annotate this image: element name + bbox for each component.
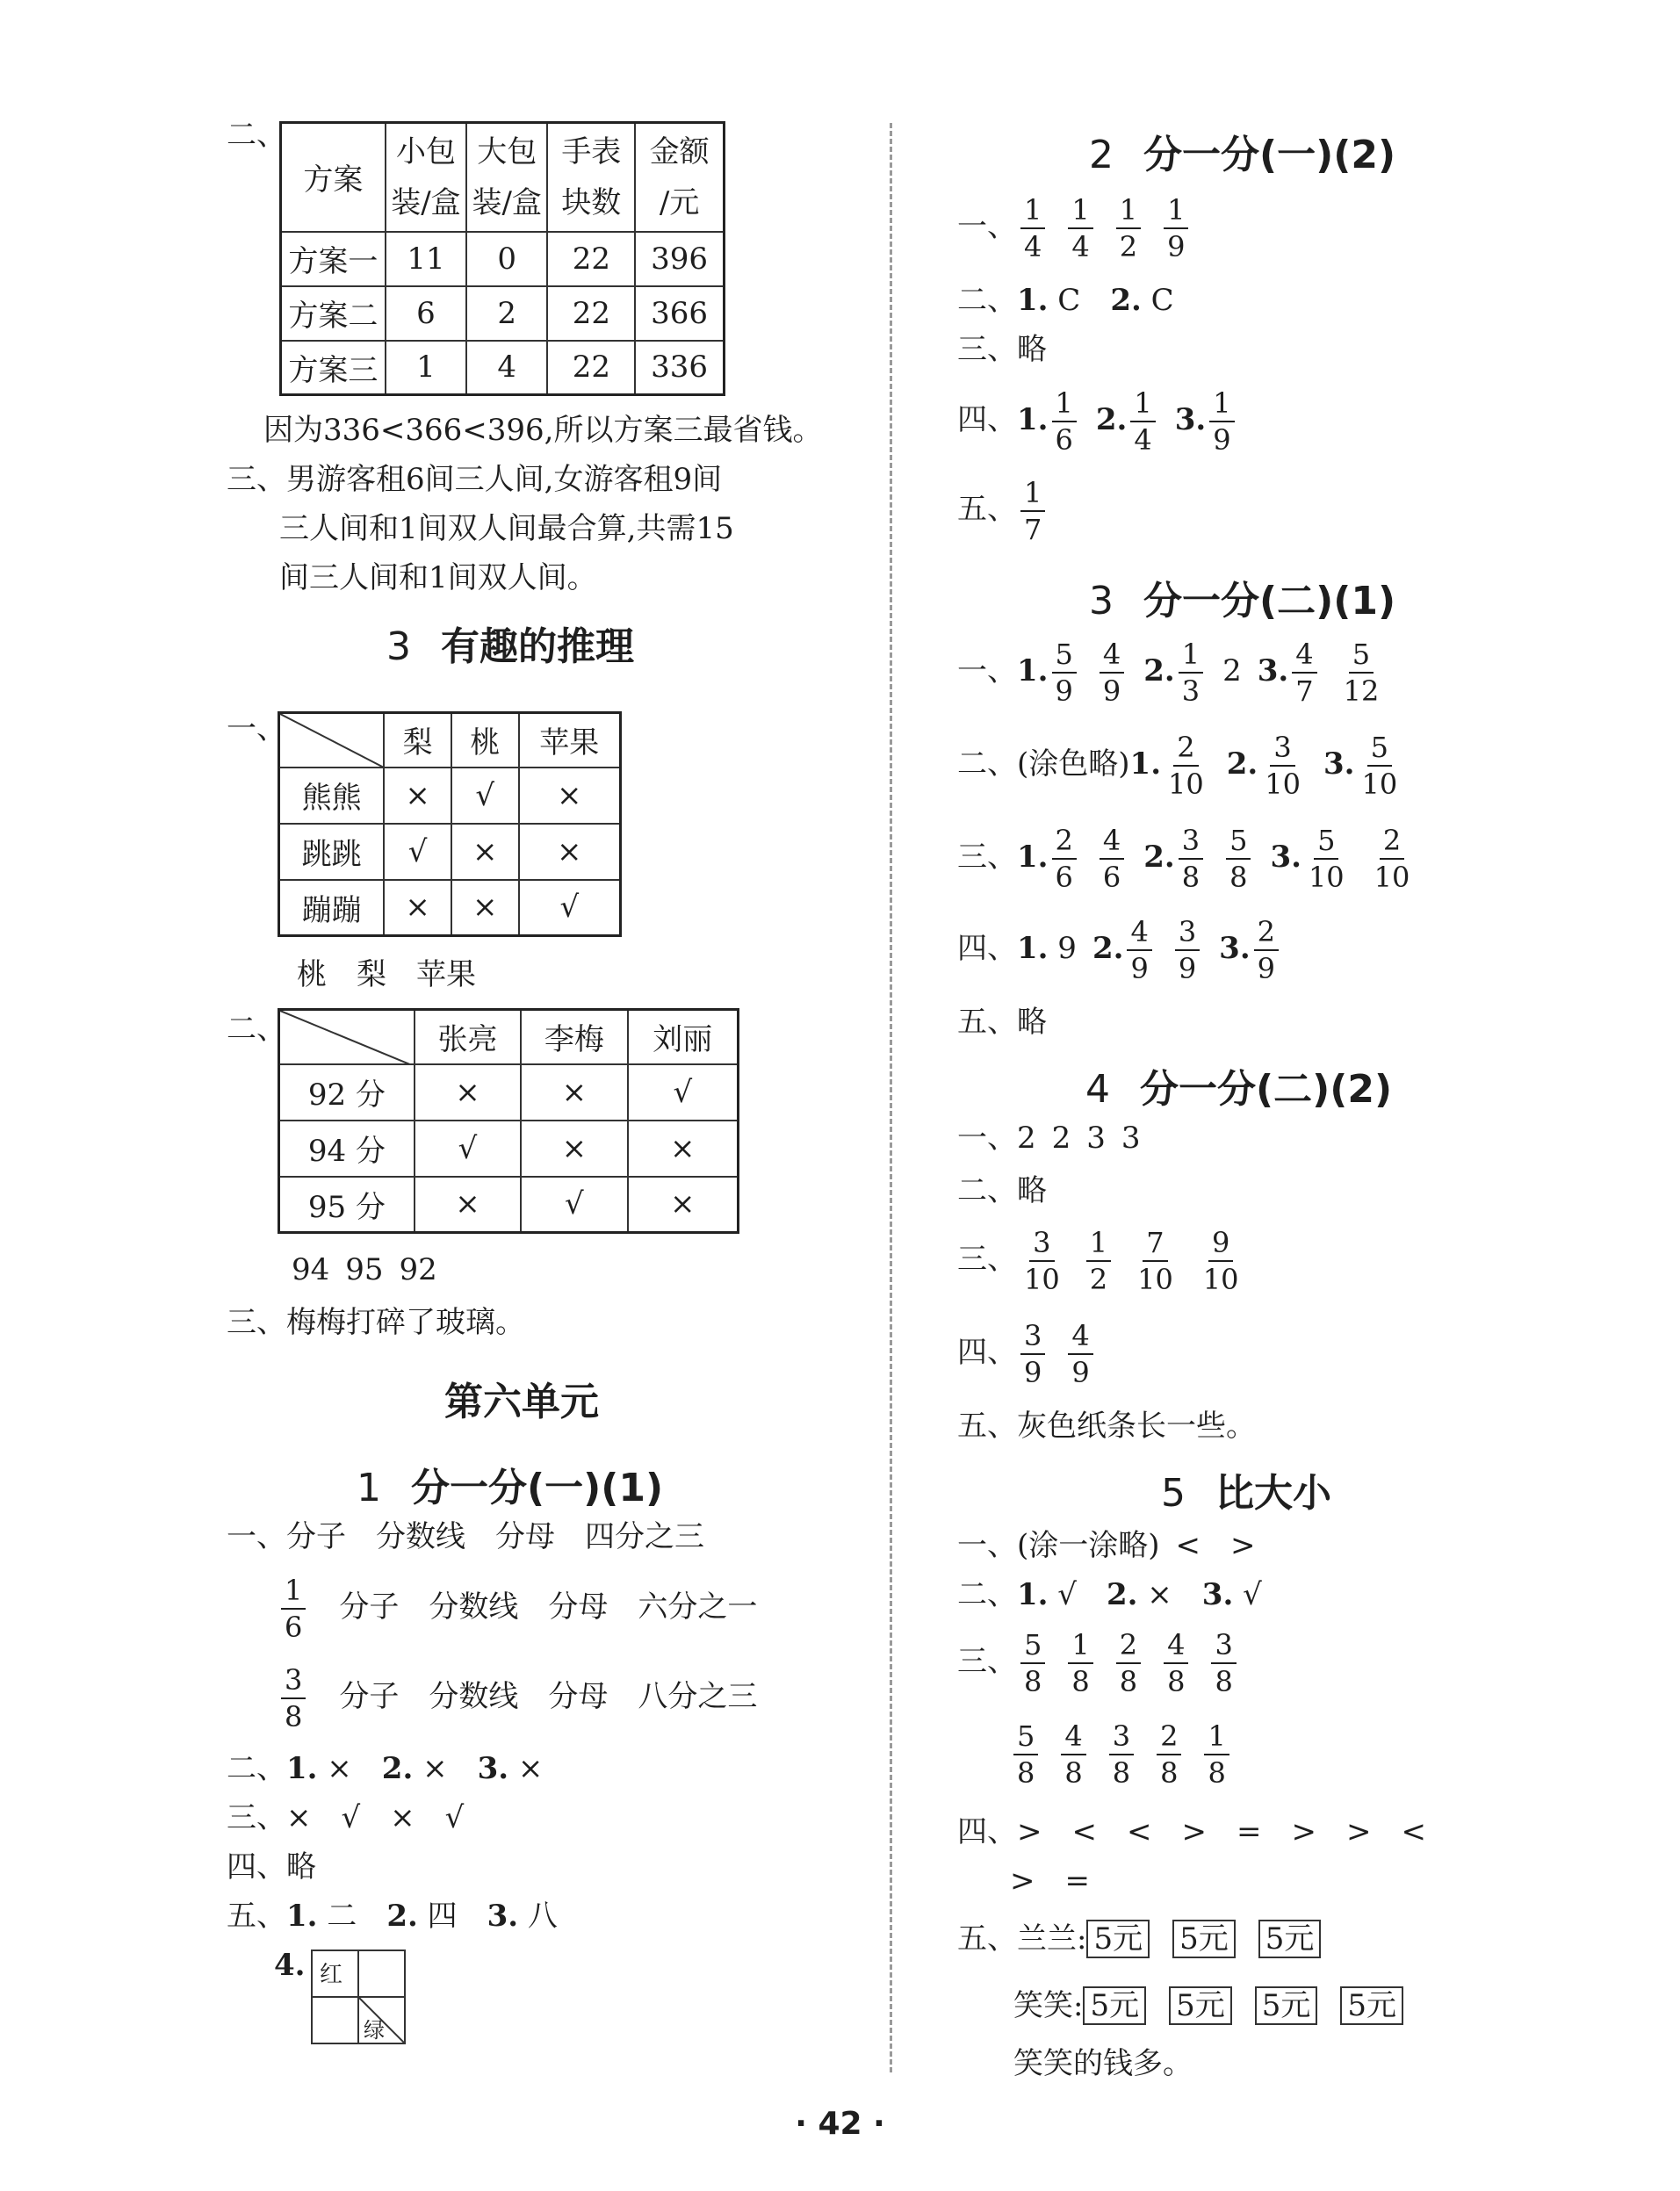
score-cell: ×	[415, 1177, 521, 1233]
s5-q2: 二、1. √ 2. × 3. √	[957, 1577, 1262, 1612]
fraction: $\frac{5}{10}$	[1361, 731, 1398, 801]
s3-q4: 四、1. 9 2. $\frac{4}{9}$ $\frac{3}{9}$ 3. $\frac{2}{9}$	[957, 913, 1282, 984]
q3-line1: 三、男游客租6间三人间,女游客租9间	[227, 462, 723, 497]
s1-q3: 三、× √ × √	[227, 1800, 465, 1835]
fraction: $\frac{3}{10}$	[1265, 731, 1301, 801]
fruit-cell: √	[451, 768, 519, 824]
s5-q3-row1: 三、 $\frac{5}{8}$ $\frac{1}{8}$ $\frac{2}{8}$ $\frac{4}{8}$ $\frac{3}{8}$	[957, 1626, 1240, 1697]
table-row	[279, 880, 621, 936]
diagonal-header-cell	[279, 713, 385, 768]
table-row	[281, 341, 725, 395]
q3b-answer: 三、梅梅打碎了玻璃。	[227, 1305, 525, 1340]
score-cell: 95 分	[279, 1177, 415, 1233]
score-cell: ×	[628, 1121, 739, 1177]
fraction: $\frac{3}{8}$	[1211, 1631, 1236, 1696]
fraction: $\frac{3}{8}$	[281, 1666, 306, 1731]
s3-q1: 一、1. $\frac{5}{9}$ $\frac{4}{9}$ 2. $\frac{1}{3}$ 2 3. $\frac{4}{7}$ $\frac{5}{12}$	[957, 636, 1386, 706]
s1-q1-line1: 一、分子 分数线 分母 四分之三	[227, 1519, 704, 1554]
plan-cell: 方案一	[281, 232, 386, 286]
s5-q5-xiaoxiao: 笑笑: 5元 5元 5元 5元	[1013, 1986, 1426, 2025]
plan-cell: 22	[547, 341, 635, 395]
plan-cell: 366	[635, 286, 724, 341]
s5-q4-line2: > =	[1010, 1863, 1090, 1899]
plan-header-cell: 小包 装/盒	[386, 123, 466, 232]
s2-q5: 五、 $\frac{1}{7}$	[957, 474, 1049, 544]
plan-table	[279, 121, 725, 396]
q3-line3: 间三人间和1间双人间。	[279, 560, 597, 595]
diagonal-header-cell	[279, 1010, 415, 1064]
section-title-2: 2 分一分(一)(2)	[1089, 133, 1396, 177]
score-cell: ×	[521, 1121, 627, 1177]
fraction: $\frac{5}{10}$	[1308, 824, 1345, 894]
fraction: $\frac{5}{8}$	[1013, 1722, 1038, 1787]
green-cell-label: 绿	[364, 2018, 385, 2043]
fruit-header-cell: 桃	[451, 713, 519, 768]
fraction: $\frac{1}{4}$	[1130, 389, 1155, 454]
money-box: 5元	[1169, 1986, 1232, 2025]
section-title-reasoning: 3 有趣的推理	[386, 624, 634, 669]
color-square-figure	[311, 1950, 406, 2044]
fraction: $\frac{2}{10}$	[1168, 731, 1204, 801]
score-cell: ×	[628, 1177, 739, 1233]
fraction: $\frac{4}{6}$	[1100, 826, 1124, 891]
fraction: $\frac{4}{9}$	[1068, 1322, 1092, 1387]
money-box: 5元	[1083, 1986, 1146, 2025]
q2-marker: 二、	[227, 118, 286, 153]
table-row	[279, 1064, 739, 1121]
plan-header-cell: 金额 /元	[635, 123, 724, 232]
score-answer: 94 95 92	[292, 1252, 437, 1287]
plan-cell: 1	[386, 341, 466, 395]
q3-line2: 三人间和1间双人间最合算,共需15	[279, 511, 734, 546]
fraction: $\frac{2}{10}$	[1374, 824, 1410, 894]
fraction: $\frac{9}{10}$	[1202, 1226, 1239, 1296]
s3-q2: 二、(涂色略)1. $\frac{2}{10}$ 2. $\frac{3}{10}$ 3. $\frac{5}{10}$	[957, 729, 1404, 799]
page-number: · 42 ·	[795, 2106, 885, 2142]
plan-cell: 22	[547, 232, 635, 286]
s2-q3: 三、略	[957, 332, 1047, 367]
unit-title: 第六单元	[444, 1380, 599, 1424]
score-table	[278, 1008, 739, 1234]
fruit-answer: 桃 梨 苹果	[297, 957, 476, 992]
table-row	[279, 768, 621, 824]
plan-cell: 396	[635, 232, 724, 286]
s5-q5-conclusion: 笑笑的钱多。	[1013, 2046, 1193, 2081]
s1-q4: 四、略	[227, 1849, 316, 1885]
red-cell-label: 红	[320, 1962, 343, 1988]
fraction: $\frac{3}{8}$	[1179, 826, 1203, 891]
s4-q2: 二、略	[957, 1173, 1047, 1208]
s1-q2: 二、1. × 2. × 3. ×	[227, 1751, 544, 1786]
s4-q4: 四、 $\frac{3}{9}$ $\frac{4}{9}$	[957, 1317, 1097, 1387]
plan-cell: 11	[386, 232, 466, 286]
s5-q3-row2	[1010, 1718, 1233, 1788]
fruit-cell: 跳跳	[279, 824, 385, 880]
money-box: 5元	[1340, 1986, 1403, 2025]
s2-q1: 一、 $\frac{1}{4}$ $\frac{1}{4}$ $\frac{1}{2}$ $\frac{1}{9}$	[957, 191, 1192, 262]
fruit-header-cell: 梨	[384, 713, 451, 768]
fraction: $\frac{3}{9}$	[1020, 1322, 1045, 1387]
fruit-cell: ×	[451, 824, 519, 880]
s1-q5: 五、1. 二 2. 四 3. 八	[227, 1899, 558, 1934]
fraction: $\frac{5}{8}$	[1020, 1631, 1045, 1696]
score-header-cell: 张亮	[415, 1010, 521, 1064]
s4-q3: 三、 $\frac{3}{10}$ $\frac{1}{2}$ $\frac{7}{10}$ $\frac{9}{10}$	[957, 1224, 1246, 1294]
s2-q2: 二、1. C 2. C	[957, 283, 1174, 318]
money-box: 5元	[1255, 1986, 1318, 2025]
s3-q3: 三、1. $\frac{2}{6}$ $\frac{4}{6}$ 2. $\frac{3}{8}$ $\frac{5}{8}$ 3. $\frac{5}{10}$ $\frac{2}{10}$	[957, 822, 1417, 892]
score-cell: ×	[521, 1064, 627, 1121]
score-cell: √	[521, 1177, 627, 1233]
plan-header-cell: 大包 装/盒	[466, 123, 547, 232]
money-box: 5元	[1172, 1920, 1236, 1958]
section-title-4: 4 分一分(二)(2)	[1085, 1067, 1393, 1112]
fraction: $\frac{3}{8}$	[1109, 1722, 1134, 1787]
plan-cell: 336	[635, 341, 724, 395]
fraction: $\frac{1}{4}$	[1020, 196, 1045, 261]
fraction: $\frac{1}{3}$	[1179, 640, 1203, 705]
fruit-cell: ×	[384, 880, 451, 936]
fraction: $\frac{1}{2}$	[1116, 196, 1141, 261]
fraction: $\frac{4}{8}$	[1164, 1631, 1188, 1696]
s2-q4: 四、1. $\frac{1}{6}$ 2. $\frac{1}{4}$ 3. $\frac{1}{9}$	[957, 385, 1238, 455]
score-header-cell: 刘丽	[628, 1010, 739, 1064]
s1-q1-line2: $\frac{1}{6}$ 分子 分数线 分母 六分之一	[278, 1572, 757, 1642]
fraction: $\frac{2}{6}$	[1052, 826, 1077, 891]
fraction: $\frac{1}{7}$	[1020, 479, 1045, 544]
fruit-cell: ×	[519, 824, 621, 880]
score-cell: √	[628, 1064, 739, 1121]
s5-q5-lanlan: 五、兰兰: 5元 5元 5元	[957, 1920, 1344, 1958]
fruit-cell: ×	[519, 768, 621, 824]
s1-q5-4-label: 4.	[274, 1948, 306, 1983]
fraction: $\frac{5}{9}$	[1052, 640, 1077, 705]
plan-cell: 0	[466, 232, 547, 286]
fruit-cell: 蹦蹦	[279, 880, 385, 936]
plan-header-cell: 方案	[281, 123, 386, 232]
plan-cell: 方案二	[281, 286, 386, 341]
fruit-table	[278, 711, 622, 937]
fraction: $\frac{5}{8}$	[1226, 826, 1251, 891]
s5-q4-line1: 四、> < < > = > > <	[957, 1814, 1426, 1849]
s1-q1-line3: $\frac{3}{8}$ 分子 分数线 分母 八分之三	[278, 1661, 757, 1732]
fraction: $\frac{1}{9}$	[1209, 389, 1234, 454]
fruit-header-cell: 苹果	[519, 713, 621, 768]
fraction: $\frac{1}{4}$	[1068, 196, 1092, 261]
fraction: $\frac{4}{9}$	[1100, 640, 1124, 705]
column-divider	[890, 123, 892, 2072]
q2b-marker: 二、	[227, 1012, 286, 1047]
fraction: $\frac{2}{9}$	[1254, 918, 1279, 983]
section-title-5: 5 比大小	[1161, 1471, 1331, 1516]
score-cell: 92 分	[279, 1064, 415, 1121]
score-cell: √	[415, 1121, 521, 1177]
section-title-1: 1 分一分(一)(1)	[357, 1466, 664, 1510]
q2-conclusion: 因为336<366<396,所以方案三最省钱。	[263, 413, 823, 448]
fraction: $\frac{4}{9}$	[1127, 918, 1151, 983]
table-row	[281, 286, 725, 341]
s4-q1: 一、2 2 3 3	[957, 1121, 1141, 1156]
fraction: $\frac{4}{7}$	[1292, 640, 1316, 705]
plan-header-cell: 手表 块数	[547, 123, 635, 232]
fruit-cell: ×	[451, 880, 519, 936]
fraction: $\frac{1}{2}$	[1086, 1229, 1111, 1294]
s3-q5: 五、略	[957, 1005, 1047, 1040]
score-cell: ×	[415, 1064, 521, 1121]
score-header-cell: 李梅	[521, 1010, 627, 1064]
fruit-cell: √	[519, 880, 621, 936]
section-title-3: 3 分一分(二)(1)	[1089, 579, 1396, 623]
plan-cell: 方案三	[281, 341, 386, 395]
plan-cell: 6	[386, 286, 466, 341]
fruit-cell: 熊熊	[279, 768, 385, 824]
money-box: 5元	[1086, 1920, 1150, 1958]
fraction: $\frac{7}{10}$	[1137, 1226, 1173, 1296]
table-row	[281, 232, 725, 286]
fraction: $\frac{4}{8}$	[1061, 1722, 1085, 1787]
table-row	[279, 1177, 739, 1233]
fraction: $\frac{1}{8}$	[1204, 1722, 1229, 1787]
fraction: $\frac{2}{8}$	[1157, 1722, 1181, 1787]
money-box: 5元	[1258, 1920, 1322, 1958]
table-row	[279, 1121, 739, 1177]
fruit-cell: √	[384, 824, 451, 880]
fraction: $\frac{1}{6}$	[1052, 389, 1077, 454]
plan-cell: 4	[466, 341, 547, 395]
plan-cell: 22	[547, 286, 635, 341]
q1b-marker: 一、	[227, 711, 286, 746]
fruit-cell: ×	[384, 768, 451, 824]
fraction: $\frac{1}{9}$	[1164, 196, 1188, 261]
s4-q5: 五、灰色纸条长一些。	[957, 1409, 1256, 1444]
fraction: $\frac{3}{9}$	[1175, 918, 1200, 983]
plan-cell: 2	[466, 286, 547, 341]
table-row	[279, 824, 621, 880]
fraction: $\frac{1}{6}$	[281, 1576, 306, 1641]
s5-q1: 一、(涂一涂略) < >	[957, 1528, 1256, 1563]
score-cell: 94 分	[279, 1121, 415, 1177]
fraction: $\frac{1}{8}$	[1068, 1631, 1092, 1696]
fraction: $\frac{2}{8}$	[1116, 1631, 1141, 1696]
fraction: $\frac{5}{12}$	[1343, 638, 1380, 708]
fraction: $\frac{3}{10}$	[1024, 1226, 1060, 1296]
